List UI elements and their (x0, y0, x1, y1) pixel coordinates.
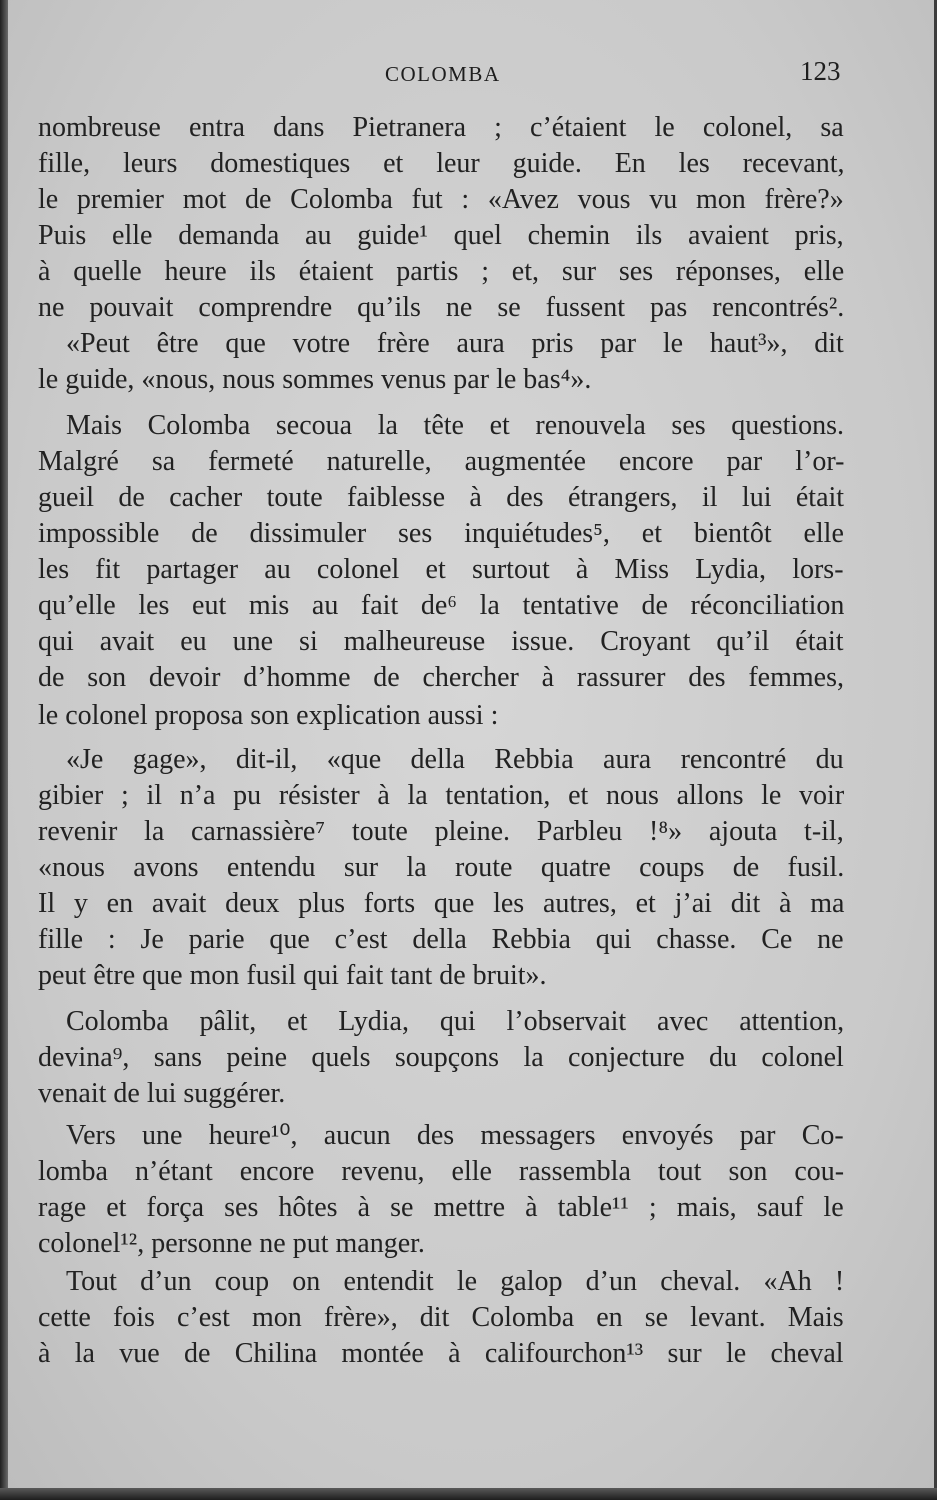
text-line: cette fois c’est mon frère», dit Colomba en se levant. Mais (38, 1302, 844, 1333)
text-line: rage et força ses hôtes à se mettre à table¹¹ ; mais, sauf le (38, 1192, 844, 1223)
text-line: le colonel proposa son explication aussi : (38, 700, 499, 731)
page-number: 123 (800, 56, 841, 86)
text-line: Tout d’un coup on entendit le galop d’un cheval. «Ah ! (66, 1266, 845, 1297)
text-line: ne pouvait comprendre qu’ils ne se fussent pas rencontrés². (38, 292, 845, 323)
text-line: «nous avons entendu sur la route quatre coups de fusil. (38, 852, 845, 883)
text-line: de son devoir d’homme de chercher à rassurer des femmes, (38, 662, 844, 693)
text-line: à quelle heure ils étaient partis ; et, sur ses réponses, elle (38, 256, 845, 287)
text-line: les fit partager au colonel et surtout à Miss Lydia, lors- (38, 554, 844, 585)
text-line: Vers une heure¹⁰, aucun des messagers envoyés par Co- (66, 1120, 844, 1151)
text-line: «Je gage», dit-il, «que della Rebbia aura rencontré du (66, 744, 844, 775)
text-line: revenir la carnassière⁷ toute pleine. Parbleu !⁸» ajouta t-il, (38, 816, 844, 847)
text-line: colonel¹², personne ne put manger. (38, 1228, 425, 1259)
text-line: fille, leurs domestiques et leur guide. En les recevant, (38, 148, 845, 179)
text-line: gueil de cacher toute faiblesse à des étrangers, il lui était (38, 482, 845, 513)
text-line: lomba n’étant encore revenu, elle rassembla tout son cou- (38, 1156, 845, 1187)
text-line: à la vue de Chilina montée à califourchon¹³ sur le cheval (38, 1338, 844, 1369)
text-line: Mais Colomba secoua la tête et renouvela ses questions. (66, 410, 845, 441)
text-line: venait de lui suggérer. (38, 1078, 286, 1109)
text-line: fille : Je parie que c’est della Rebbia qui chasse. Ce ne (38, 924, 844, 955)
text-line: impossible de dissimuler ses inquiétudes⁵, et bientôt elle (38, 518, 844, 549)
page-bottom-edge (0, 1488, 937, 1500)
page-binding-edge (0, 0, 8, 1500)
text-line: qui avait eu une si malheureuse issue. Croyant qu’il était (38, 626, 844, 657)
text-line: gibier ; il n’a pu résister à la tentation, et nous allons le voir (38, 780, 845, 811)
text-line: le premier mot de Colomba fut : «Avez vous vu mon frère?» (38, 184, 844, 215)
text-line: Colomba pâlit, et Lydia, qui l’observait avec attention, (66, 1006, 845, 1037)
running-title: COLOMBA (385, 62, 501, 86)
text-line: «Peut être que votre frère aura pris par le haut³», dit (66, 328, 844, 359)
text-line: Il y en avait deux plus forts que les autres, et j’ai dit à ma (38, 888, 845, 919)
text-line: Puis elle demanda au guide¹ quel chemin ils avaient pris, (38, 220, 844, 251)
text-line: devina⁹, sans peine quels soupçons la conjecture du colonel (38, 1042, 844, 1073)
text-line: nombreuse entra dans Pietranera ; c’étaient le colonel, sa (38, 112, 844, 143)
text-line: le guide, «nous, nous sommes venus par le bas⁴». (38, 364, 592, 395)
text-line: peut être que mon fusil qui fait tant de bruit». (38, 960, 547, 991)
text-line: Malgré sa fermeté naturelle, augmentée encore par l’or- (38, 446, 845, 477)
text-line: qu’elle les eut mis au fait de⁶ la tentative de réconciliation (38, 590, 845, 621)
